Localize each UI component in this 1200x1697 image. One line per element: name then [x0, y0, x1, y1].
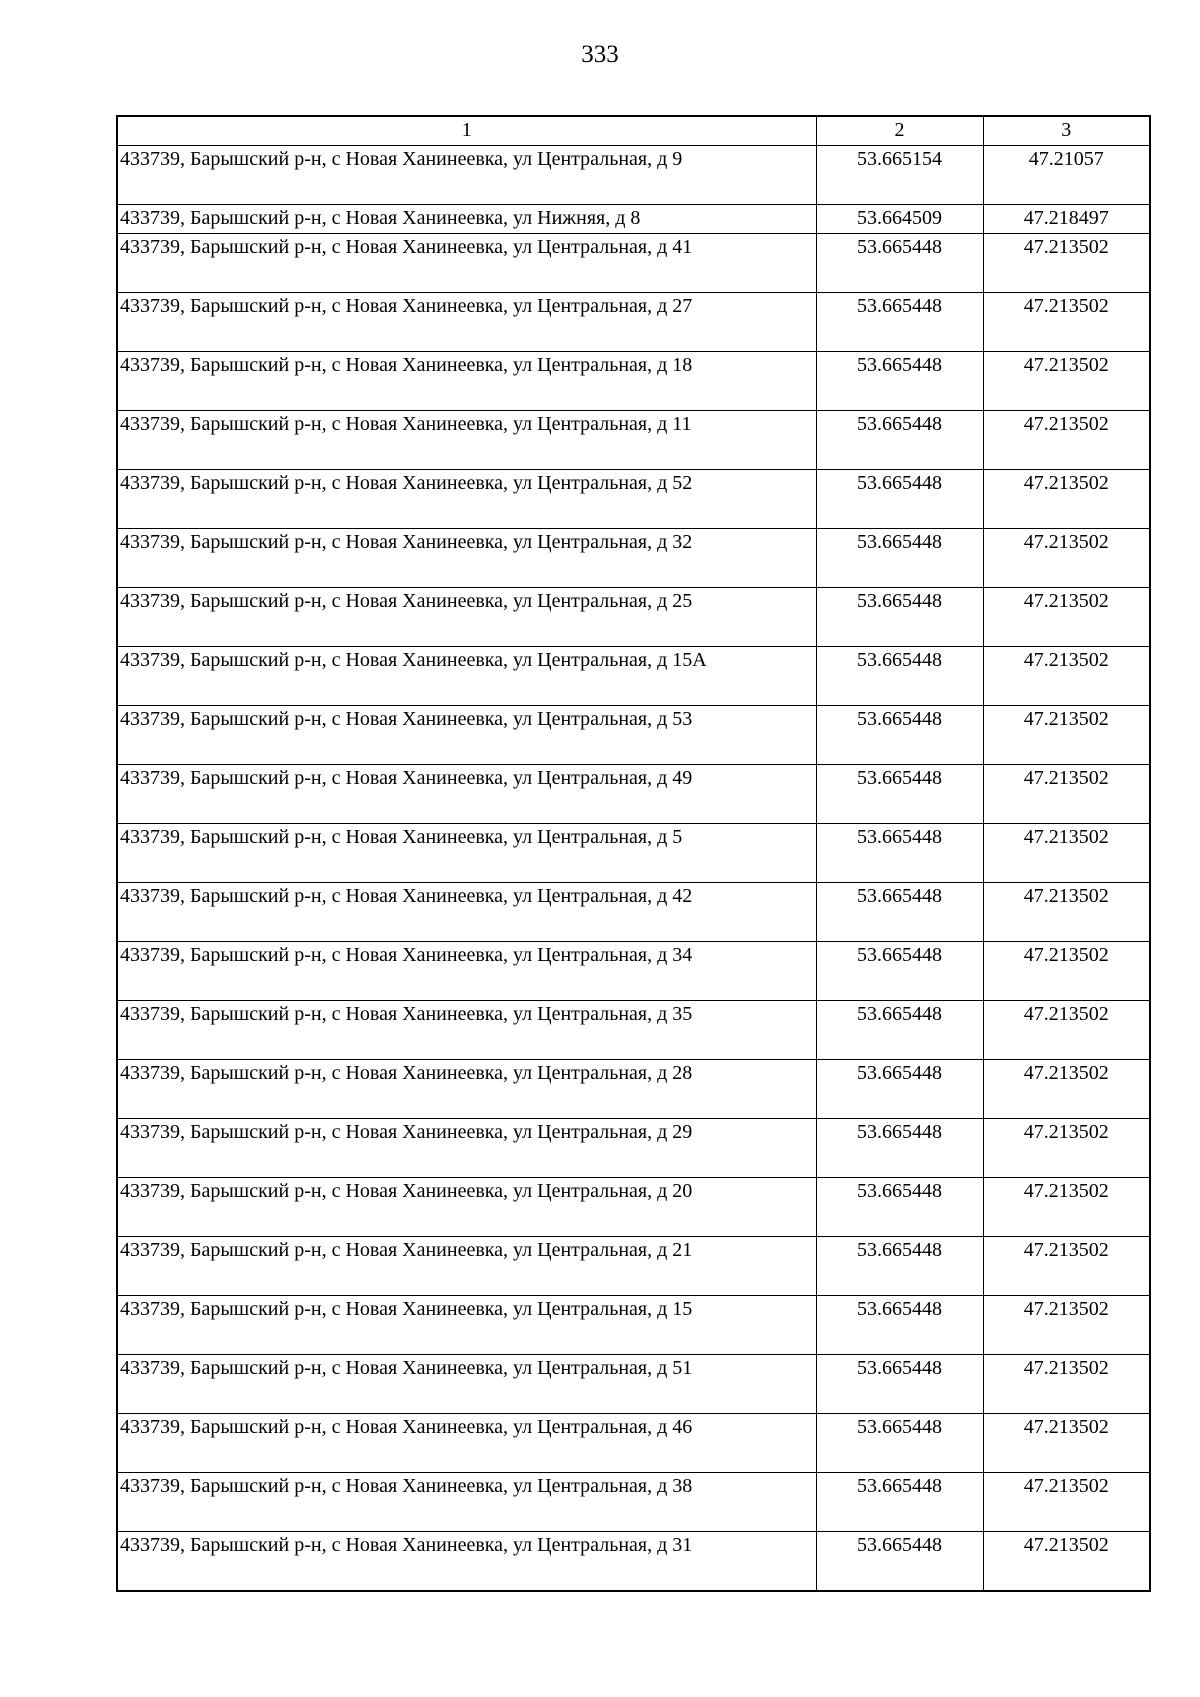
table-row: [117, 1414, 1150, 1473]
table-row: [117, 883, 1150, 942]
address-cell: 433739, Барышский р-н, с Новая Ханинеевка, ул Центральная, д 34: [117, 942, 816, 1001]
address-cell: 433739, Барышский р-н, с Новая Ханинеевка, ул Центральная, д 38: [117, 1473, 816, 1532]
latitude-cell: 53.665448: [816, 883, 983, 942]
longitude-cell: 47.213502: [983, 1355, 1150, 1414]
latitude-cell: 53.665448: [816, 1237, 983, 1296]
address-cell: 433739, Барышский р-н, с Новая Ханинеевка, ул Нижняя, д 8: [117, 205, 816, 234]
latitude-cell: 53.665448: [816, 1296, 983, 1355]
longitude-cell: 47.213502: [983, 1414, 1150, 1473]
latitude-cell: 53.665448: [816, 352, 983, 411]
longitude-cell: 47.213502: [983, 1060, 1150, 1119]
table-row: [117, 1060, 1150, 1119]
latitude-cell: 53.665448: [816, 293, 983, 352]
address-cell: 433739, Барышский р-н, с Новая Ханинеевка, ул Центральная, д 11: [117, 411, 816, 470]
latitude-cell: 53.664509: [816, 205, 983, 234]
latitude-cell: 53.665448: [816, 529, 983, 588]
page-number: 333: [581, 41, 619, 68]
latitude-cell: 53.665448: [816, 706, 983, 765]
longitude-cell: 47.213502: [983, 647, 1150, 706]
address-cell: 433739, Барышский р-н, с Новая Ханинеевка, ул Центральная, д 15: [117, 1296, 816, 1355]
latitude-cell: 53.665448: [816, 1001, 983, 1060]
longitude-cell: 47.213502: [983, 293, 1150, 352]
table-row: [117, 1119, 1150, 1178]
latitude-cell: 53.665448: [816, 1060, 983, 1119]
longitude-cell: 47.218497: [983, 205, 1150, 234]
table-row: [117, 293, 1150, 352]
table-row: [117, 1001, 1150, 1060]
table-row: [117, 1473, 1150, 1532]
address-cell: 433739, Барышский р-н, с Новая Ханинеевка, ул Центральная, д 35: [117, 1001, 816, 1060]
table-row: [117, 765, 1150, 824]
table-row: [117, 1355, 1150, 1414]
table-row: [117, 1178, 1150, 1237]
address-cell: 433739, Барышский р-н, с Новая Ханинеевка, ул Центральная, д 51: [117, 1355, 816, 1414]
longitude-cell: 47.213502: [983, 1237, 1150, 1296]
table-row: [117, 1237, 1150, 1296]
longitude-cell: 47.213502: [983, 352, 1150, 411]
longitude-cell: 47.213502: [983, 765, 1150, 824]
table-row: [117, 470, 1150, 529]
longitude-cell: 47.213502: [983, 706, 1150, 765]
table-header-row: [117, 116, 1150, 146]
address-cell: 433739, Барышский р-н, с Новая Ханинеевка, ул Центральная, д 46: [117, 1414, 816, 1473]
longitude-cell: 47.213502: [983, 824, 1150, 883]
longitude-cell: 47.213502: [983, 1001, 1150, 1060]
longitude-cell: 47.213502: [983, 588, 1150, 647]
table-row: [117, 411, 1150, 470]
longitude-cell: 47.213502: [983, 883, 1150, 942]
table-row: [117, 588, 1150, 647]
latitude-cell: 53.665154: [816, 146, 983, 205]
table-row: [117, 529, 1150, 588]
address-coordinates-table: [116, 115, 1151, 1592]
latitude-cell: 53.665448: [816, 1178, 983, 1237]
latitude-cell: 53.665448: [816, 824, 983, 883]
address-cell: 433739, Барышский р-н, с Новая Ханинеевка, ул Центральная, д 53: [117, 706, 816, 765]
address-cell: 433739, Барышский р-н, с Новая Ханинеевка, ул Центральная, д 18: [117, 352, 816, 411]
longitude-cell: 47.213502: [983, 529, 1150, 588]
latitude-cell: 53.665448: [816, 1532, 983, 1592]
table-row: [117, 824, 1150, 883]
latitude-cell: 53.665448: [816, 1119, 983, 1178]
latitude-cell: 53.665448: [816, 765, 983, 824]
longitude-cell: 47.213502: [983, 411, 1150, 470]
address-cell: 433739, Барышский р-н, с Новая Ханинеевка, ул Центральная, д 5: [117, 824, 816, 883]
column-header-2: 2: [816, 116, 983, 146]
longitude-cell: 47.213502: [983, 1296, 1150, 1355]
latitude-cell: 53.665448: [816, 647, 983, 706]
column-header-3: 3: [983, 116, 1150, 146]
address-cell: 433739, Барышский р-н, с Новая Ханинеевка, ул Центральная, д 42: [117, 883, 816, 942]
longitude-cell: 47.213502: [983, 1178, 1150, 1237]
column-header-1: 1: [117, 116, 816, 146]
longitude-cell: 47.21057: [983, 146, 1150, 205]
address-cell: 433739, Барышский р-н, с Новая Ханинеевка, ул Центральная, д 20: [117, 1178, 816, 1237]
latitude-cell: 53.665448: [816, 411, 983, 470]
address-cell: 433739, Барышский р-н, с Новая Ханинеевка, ул Центральная, д 27: [117, 293, 816, 352]
address-cell: 433739, Барышский р-н, с Новая Ханинеевка, ул Центральная, д 29: [117, 1119, 816, 1178]
latitude-cell: 53.665448: [816, 1355, 983, 1414]
longitude-cell: 47.213502: [983, 234, 1150, 293]
table-row: [117, 1296, 1150, 1355]
table-row: [117, 1532, 1150, 1592]
longitude-cell: 47.213502: [983, 1119, 1150, 1178]
address-cell: 433739, Барышский р-н, с Новая Ханинеевка, ул Центральная, д 52: [117, 470, 816, 529]
latitude-cell: 53.665448: [816, 942, 983, 1001]
table-body: [117, 146, 1150, 1592]
table-row: [117, 234, 1150, 293]
address-cell: 433739, Барышский р-н, с Новая Ханинеевка, ул Центральная, д 31: [117, 1532, 816, 1592]
table-row: [117, 942, 1150, 1001]
table-row: [117, 146, 1150, 205]
address-cell: 433739, Барышский р-н, с Новая Ханинеевка, ул Центральная, д 25: [117, 588, 816, 647]
table-row: [117, 205, 1150, 234]
address-cell: 433739, Барышский р-н, с Новая Ханинеевка, ул Центральная, д 21: [117, 1237, 816, 1296]
longitude-cell: 47.213502: [983, 1532, 1150, 1592]
address-cell: 433739, Барышский р-н, с Новая Ханинеевка, ул Центральная, д 41: [117, 234, 816, 293]
address-cell: 433739, Барышский р-н, с Новая Ханинеевка, ул Центральная, д 15А: [117, 647, 816, 706]
longitude-cell: 47.213502: [983, 942, 1150, 1001]
latitude-cell: 53.665448: [816, 1414, 983, 1473]
latitude-cell: 53.665448: [816, 1473, 983, 1532]
latitude-cell: 53.665448: [816, 588, 983, 647]
longitude-cell: 47.213502: [983, 470, 1150, 529]
longitude-cell: 47.213502: [983, 1473, 1150, 1532]
latitude-cell: 53.665448: [816, 234, 983, 293]
address-cell: 433739, Барышский р-н, с Новая Ханинеевка, ул Центральная, д 28: [117, 1060, 816, 1119]
table-row: [117, 706, 1150, 765]
address-cell: 433739, Барышский р-н, с Новая Ханинеевка, ул Центральная, д 32: [117, 529, 816, 588]
address-cell: 433739, Барышский р-н, с Новая Ханинеевка, ул Центральная, д 49: [117, 765, 816, 824]
latitude-cell: 53.665448: [816, 470, 983, 529]
address-cell: 433739, Барышский р-н, с Новая Ханинеевка, ул Центральная, д 9: [117, 146, 816, 205]
table-row: [117, 352, 1150, 411]
table-row: [117, 647, 1150, 706]
